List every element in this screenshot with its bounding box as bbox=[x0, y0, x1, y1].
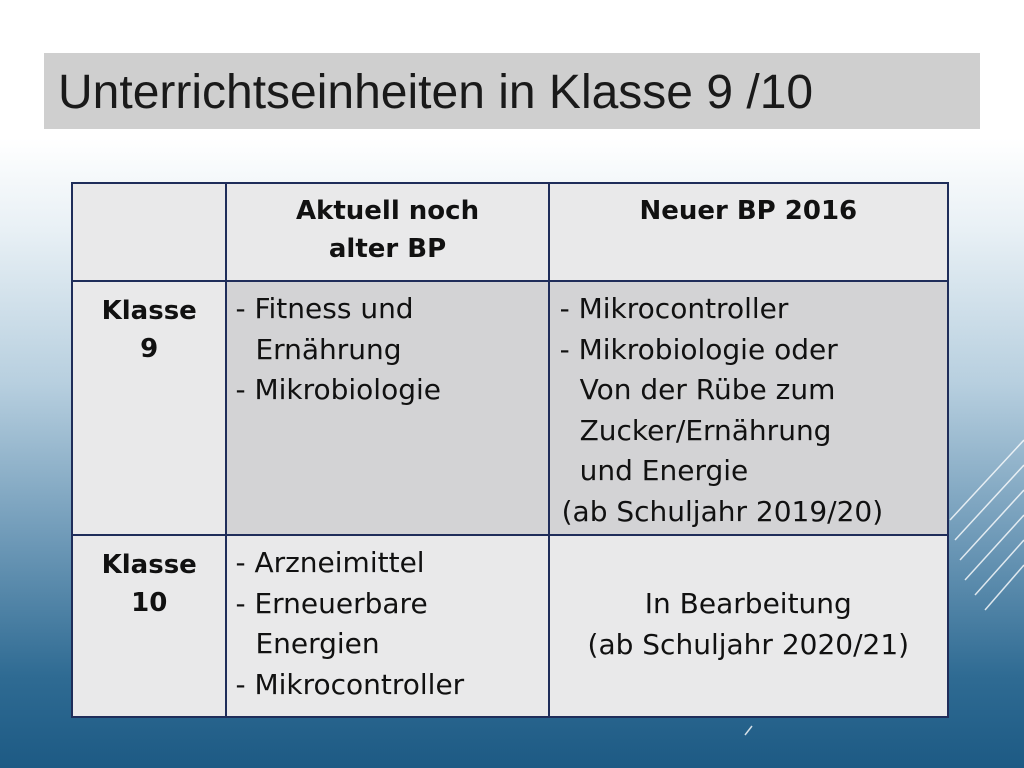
row-label-line1: Klasse bbox=[101, 296, 197, 326]
table-row-klasse-9 bbox=[72, 281, 948, 535]
list-item: - Mikrobiologie oder bbox=[559, 332, 838, 366]
list-item: Von der Rübe zum bbox=[579, 373, 836, 406]
header-old-line2: alter BP bbox=[328, 234, 447, 264]
header-cell-new bbox=[549, 183, 948, 281]
new-plan-cell bbox=[549, 281, 948, 535]
slide-title: Unterrichtseinheiten in Klasse 9 /10 bbox=[58, 66, 814, 119]
header-empty-cell bbox=[72, 183, 226, 281]
list-item: Zucker/Ernährung bbox=[579, 413, 832, 447]
list-item: (ab Schuljahr 2019/20) bbox=[561, 494, 884, 528]
title-box bbox=[44, 53, 980, 129]
list-item: Energien bbox=[255, 627, 380, 660]
list-item: Ernährung bbox=[255, 332, 402, 366]
list-item: - Mikrocontroller bbox=[559, 292, 789, 325]
list-item: und Energie bbox=[579, 454, 749, 487]
status-text: In Bearbeitung bbox=[644, 587, 852, 620]
status-note: (ab Schuljahr 2020/21) bbox=[587, 627, 910, 661]
row-label-line1: Klasse bbox=[101, 550, 197, 580]
header-cell-old bbox=[226, 183, 548, 281]
row-label-line2: 9 bbox=[140, 334, 159, 364]
lessons-table bbox=[71, 182, 949, 718]
table-row-klasse-10 bbox=[72, 535, 948, 717]
new-plan-cell bbox=[549, 535, 948, 717]
list-item: - Fitness und bbox=[235, 292, 414, 325]
header-new: Neuer BP 2016 bbox=[639, 196, 858, 226]
list-item: - Erneuerbare bbox=[235, 586, 428, 620]
list-item: - Arzneimittel bbox=[235, 546, 425, 579]
list-item: - Mikrocontroller bbox=[235, 667, 465, 701]
old-plan-cell bbox=[226, 281, 548, 535]
list-item: - Mikrobiologie bbox=[235, 373, 441, 406]
row-label-cell bbox=[72, 281, 226, 535]
table-header-row bbox=[72, 183, 948, 281]
old-plan-cell bbox=[226, 535, 548, 717]
header-old-line1: Aktuell noch bbox=[295, 196, 480, 226]
row-label-line2: 10 bbox=[131, 588, 168, 618]
row-label-cell bbox=[72, 535, 226, 717]
